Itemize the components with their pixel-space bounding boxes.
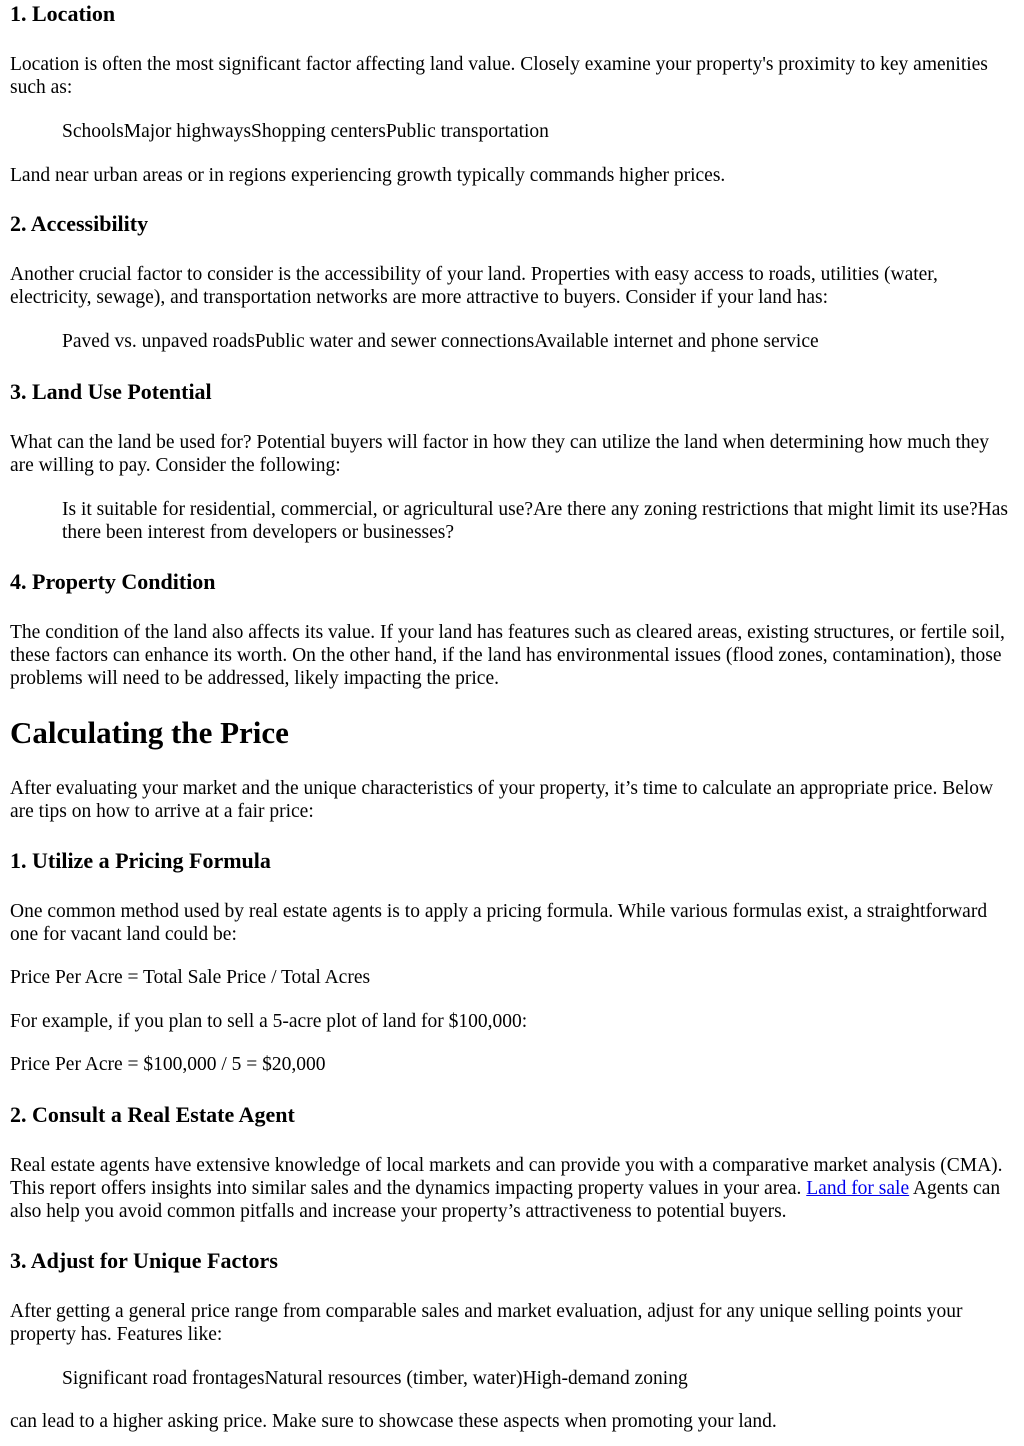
heading-property-condition: 4. Property Condition — [10, 569, 216, 594]
heading-location: 1. Location — [10, 1, 116, 26]
land-use-list: Is it suitable for residential, commercial, or agricultural use?Are there any zoning restrictions that might limit its use?Has there been interest from developers or businesses? — [62, 499, 1009, 543]
unique-factors-intro: After getting a general price range from comparable sales and market evaluation, adjust for any unique selling points your property has. Features like: — [10, 1301, 963, 1345]
pricing-example-intro: For example, if you plan to sell a 5-acre plot of land for $100,000: — [10, 1011, 528, 1032]
heading-land-use: 3. Land Use Potential — [10, 379, 212, 404]
location-list: SchoolsMajor highwaysShopping centersPublic transportation — [62, 121, 549, 142]
heading-accessibility: 2. Accessibility — [10, 211, 149, 236]
accessibility-intro: Another crucial factor to consider is the accessibility of your land. Properties with easy access to roads, utilities (water, electricity, sewage), and transportation networks are more attractive to buyers. Consider if your land has: — [10, 264, 938, 308]
calculating-intro: After evaluating your market and the unique characteristics of your property, it’s time to calculate an appropriate price. Below are tips on how to arrive at a fair price: — [10, 778, 994, 822]
consult-agent-body — [10, 1154, 1010, 1223]
heading-calculating-price: Calculating the Price — [10, 715, 289, 750]
heading-unique-factors: 3. Adjust for Unique Factors — [10, 1248, 278, 1273]
consult-agent-text-after: Agents can also help you avoid common pitfalls and increase your property’s attractiveness to potential buyers. — [10, 1178, 1001, 1222]
heading-pricing-formula: 1. Utilize a Pricing Formula — [10, 848, 271, 873]
location-intro: Location is often the most significant factor affecting land value. Closely examine your property's proximity to key amenities such as: — [10, 54, 988, 98]
heading-consult-agent: 2. Consult a Real Estate Agent — [10, 1102, 295, 1127]
unique-factors-outro: can lead to a higher asking price. Make sure to showcase these aspects when promoting your land. — [10, 1411, 777, 1432]
property-condition-body: The condition of the land also affects its value. If your land has features such as cleared areas, existing structures, or fertile soil, these factors can enhance its worth. On the other hand, if the land has environmental issues (flood zones, contamination), those problems will need to be addressed, likely impacting the price. — [10, 622, 1005, 689]
location-outro: Land near urban areas or in regions experiencing growth typically commands higher prices. — [10, 165, 726, 186]
unique-factors-list: Significant road frontagesNatural resources (timber, water)High-demand zoning — [62, 1368, 688, 1389]
pricing-formula: Price Per Acre = Total Sale Price / Total Acres — [10, 967, 371, 988]
consult-agent-text-before: Real estate agents have extensive knowledge of local markets and can provide you with a comparative market analysis (CMA). This report offers insights into similar sales and the dynamics impacting property values in your area. — [10, 1155, 1003, 1199]
land-use-intro: What can the land be used for? Potential buyers will factor in how they can utilize the land when determining how much they are willing to pay. Consider the following: — [10, 432, 990, 476]
accessibility-list: Paved vs. unpaved roadsPublic water and sewer connectionsAvailable internet and phone service — [62, 331, 819, 352]
land-for-sale-link[interactable]: Land for sale — [806, 1178, 910, 1199]
pricing-formula-intro: One common method used by real estate agents is to apply a pricing formula. While various formulas exist, a straightforward one for vacant land could be: — [10, 901, 988, 945]
pricing-example: Price Per Acre = $100,000 / 5 = $20,000 — [10, 1054, 326, 1075]
